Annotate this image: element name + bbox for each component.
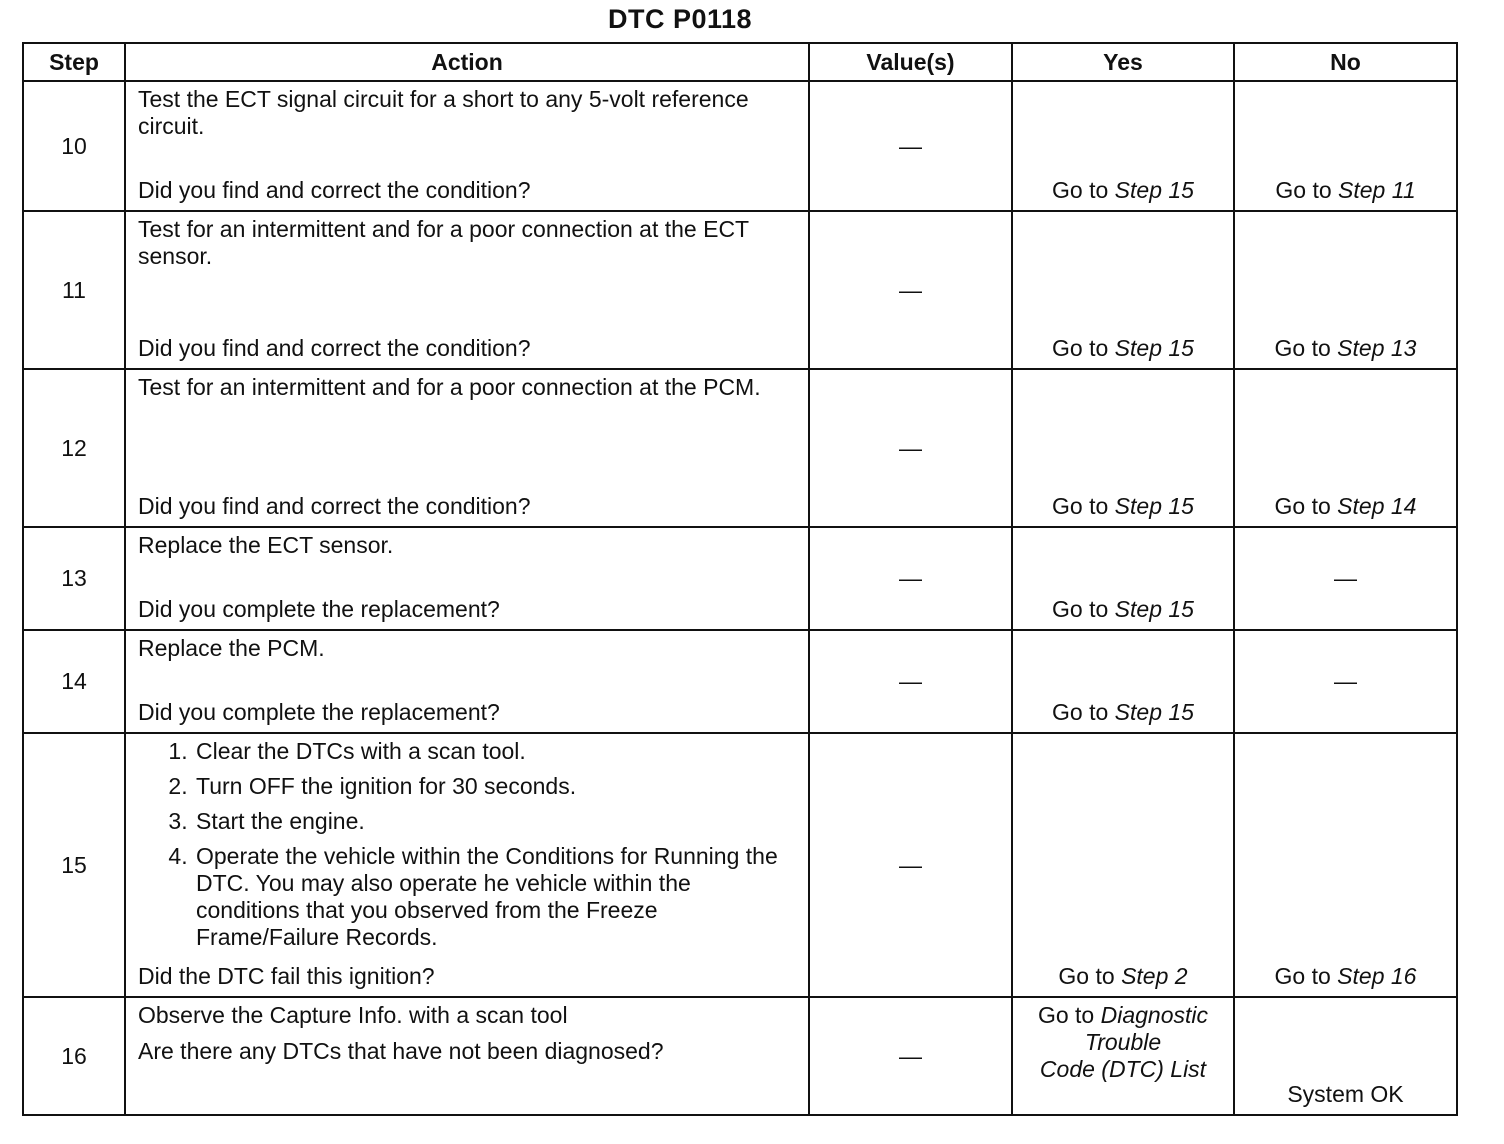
step-number: 13 bbox=[23, 527, 125, 630]
list-item: 3. Start the engine. bbox=[194, 808, 796, 835]
yes-cell bbox=[1012, 211, 1234, 369]
yes-prefix: Go to bbox=[1052, 493, 1115, 519]
action-text: Test the ECT signal circuit for a short to any 5-volt reference circuit. bbox=[138, 86, 749, 139]
yes-cell bbox=[1012, 527, 1234, 630]
header-action: Action bbox=[125, 43, 809, 81]
yes-cell bbox=[1012, 81, 1234, 211]
no-cell bbox=[1234, 733, 1457, 997]
step-number: 15 bbox=[23, 733, 125, 997]
action-cell bbox=[125, 733, 809, 997]
action-cell bbox=[125, 81, 809, 211]
table-row bbox=[23, 630, 1457, 733]
list-item: 4. Operate the vehicle within the Conditions for Running the DTC. You may also operate he vehicle within the conditions that you observed from the Freeze Frame/Failure Records. bbox=[194, 843, 796, 951]
yes-step-link[interactable]: Step 15 bbox=[1114, 699, 1194, 725]
action-cell bbox=[125, 527, 809, 630]
header-row bbox=[23, 43, 1457, 81]
action-text: Replace the PCM. bbox=[138, 635, 325, 661]
yes-step-link[interactable]: Step 15 bbox=[1114, 335, 1194, 361]
step-number: 12 bbox=[23, 369, 125, 527]
step-number: 11 bbox=[23, 211, 125, 369]
action-text: Observe the Capture Info. with a scan tool bbox=[138, 1002, 568, 1028]
value-cell: — bbox=[809, 997, 1012, 1115]
header-yes: Yes bbox=[1012, 43, 1234, 81]
yes-prefix: Go to bbox=[1052, 699, 1115, 725]
yes-prefix: Go to bbox=[1052, 177, 1115, 203]
value-cell: — bbox=[809, 369, 1012, 527]
table-row bbox=[23, 369, 1457, 527]
header-no: No bbox=[1234, 43, 1457, 81]
question-text: Did you complete the replacement? bbox=[138, 596, 500, 622]
no-cell bbox=[1234, 369, 1457, 527]
value-cell: — bbox=[809, 81, 1012, 211]
yes-step-link[interactable]: Step 2 bbox=[1121, 963, 1188, 989]
no-cell bbox=[1234, 211, 1457, 369]
question-text: Did you find and correct the condition? bbox=[138, 335, 531, 361]
question-text: Did you find and correct the condition? bbox=[138, 177, 531, 203]
no-step-link[interactable]: Step 14 bbox=[1337, 493, 1417, 519]
yes-diagnostic-link[interactable]: Code (DTC) List bbox=[1039, 1056, 1207, 1082]
table-row bbox=[23, 211, 1457, 369]
no-prefix: Go to bbox=[1274, 493, 1338, 519]
step-number: 14 bbox=[23, 630, 125, 733]
action-text: Replace the ECT sensor. bbox=[138, 532, 394, 558]
table-row bbox=[23, 527, 1457, 630]
value-cell: — bbox=[809, 211, 1012, 369]
no-prefix: Go to bbox=[1274, 963, 1338, 989]
step-number: 10 bbox=[23, 81, 125, 211]
yes-cell bbox=[1012, 369, 1234, 527]
question-text: Are there any DTCs that have not been diagnosed? bbox=[138, 1038, 664, 1064]
no-cell: — bbox=[1234, 527, 1457, 630]
yes-cell bbox=[1012, 733, 1234, 997]
no-cell: — bbox=[1234, 630, 1457, 733]
list-item: 2. Turn OFF the ignition for 30 seconds. bbox=[194, 773, 796, 800]
yes-step-link[interactable]: Step 15 bbox=[1114, 596, 1194, 622]
diagnostic-table bbox=[22, 42, 1458, 1116]
table-row bbox=[23, 997, 1457, 1115]
yes-step-link[interactable]: Step 15 bbox=[1114, 177, 1194, 203]
yes-prefix: Go to bbox=[1058, 963, 1122, 989]
table-row bbox=[23, 733, 1457, 997]
value-cell: — bbox=[809, 527, 1012, 630]
action-cell bbox=[125, 997, 809, 1115]
yes-diagnostic-link[interactable]: Diagnostic bbox=[1100, 1002, 1209, 1028]
yes-cell bbox=[1012, 997, 1234, 1115]
yes-diagnostic-link[interactable]: Trouble bbox=[1084, 1029, 1162, 1055]
no-prefix: Go to bbox=[1274, 335, 1338, 361]
header-step: Step bbox=[23, 43, 125, 81]
page-title: DTC P0118 bbox=[607, 4, 753, 34]
question-text: Did the DTC fail this ignition? bbox=[138, 963, 435, 989]
yes-prefix: Go to bbox=[1037, 1002, 1101, 1028]
no-cell bbox=[1234, 81, 1457, 211]
action-cell bbox=[125, 369, 809, 527]
no-prefix: Go to bbox=[1275, 177, 1339, 203]
question-text: Did you complete the replacement? bbox=[138, 699, 500, 725]
no-cell: System OK bbox=[1234, 997, 1457, 1115]
action-text: Test for an intermittent and for a poor connection at the PCM. bbox=[138, 374, 761, 400]
header-values: Value(s) bbox=[809, 43, 1012, 81]
yes-step-link[interactable]: Step 15 bbox=[1114, 493, 1194, 519]
no-step-link[interactable]: Step 16 bbox=[1337, 963, 1417, 989]
action-cell bbox=[125, 211, 809, 369]
table-row bbox=[23, 81, 1457, 211]
procedure-list bbox=[138, 738, 796, 951]
action-cell bbox=[125, 630, 809, 733]
question-text: Did you find and correct the condition? bbox=[138, 493, 531, 519]
yes-prefix: Go to bbox=[1052, 335, 1115, 361]
no-step-link[interactable]: Step 13 bbox=[1337, 335, 1417, 361]
step-number: 16 bbox=[23, 997, 125, 1115]
no-step-link[interactable]: Step 11 bbox=[1338, 177, 1416, 203]
value-cell: — bbox=[809, 733, 1012, 997]
list-item: 1. Clear the DTCs with a scan tool. bbox=[194, 738, 796, 765]
yes-cell bbox=[1012, 630, 1234, 733]
yes-prefix: Go to bbox=[1052, 596, 1115, 622]
value-cell: — bbox=[809, 630, 1012, 733]
action-text: Test for an intermittent and for a poor connection at the ECT sensor. bbox=[138, 216, 749, 269]
